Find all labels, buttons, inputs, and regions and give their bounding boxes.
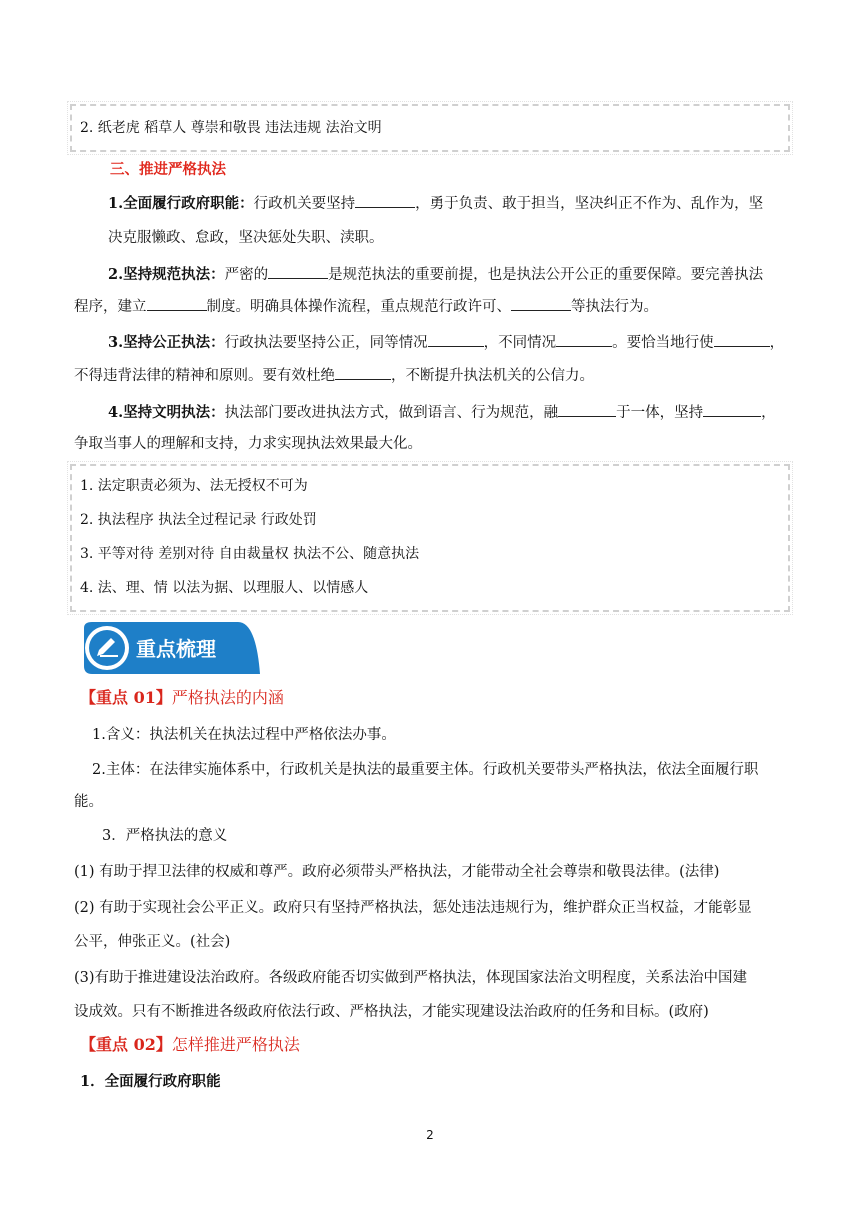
focus-2-line: 1．全面履行政府职能 (80, 1073, 221, 1090)
focus-title: 怎样推进严格执法 (171, 1035, 300, 1054)
answer-line: 1. 法定职责必须为、法无授权不可为 (80, 478, 308, 494)
focus-1-line: 3．严格执法的意义 (102, 828, 228, 844)
paragraph-2-cont (74, 296, 658, 317)
fill-blank[interactable] (511, 296, 571, 311)
focus-1-line: (3)有助于推进建设法治政府。各级政府能否切实做到严格执法，体现国家法治文明程度，关系法治中国建 (74, 970, 748, 986)
fill-blank[interactable] (703, 402, 761, 417)
text: 执法部门要改进执法方式，做到语言、行为规范，融 (224, 405, 559, 421)
paragraph-1-cont: 决克服懒政、怠政，坚决惩处失职、渎职。 (108, 230, 384, 246)
text: 行政执法要坚持公正，同等情况 (224, 335, 428, 351)
focus-1-line: 1.含义：执法机关在执法过程中严格依法办事。 (92, 727, 396, 743)
text: 。要恰当地行使 (612, 335, 714, 351)
fill-blank[interactable] (428, 332, 484, 347)
paragraph-label: 1.全面履行政府职能： (108, 195, 254, 212)
fill-blank[interactable] (558, 402, 616, 417)
fill-blank[interactable] (147, 296, 207, 311)
text: ，勇于负责、敢于担当，坚决纠正不作为、乱作为，坚 (415, 196, 764, 212)
text: 是规范执法的重要前提，也是执法公开公正的重要保障。要完善执法 (328, 267, 764, 283)
focus-1-line: 2.主体：在法律实施体系中，行政机关是执法的最重要主体。行政机关要带头严格执法，依法全面履行职 (92, 762, 759, 778)
section-heading: 三、推进严格执法 (110, 161, 226, 178)
text: 不得违背法律的精神和原则。要有效杜绝 (74, 368, 335, 384)
text: ， (769, 335, 785, 351)
focus-1-line: (1) 有助于捍卫法律的权威和尊严。政府必须带头严格执法，才能带动全社会尊崇和敬畏法律。(法律) (74, 864, 720, 880)
paragraph-3-cont (74, 365, 594, 386)
text: 程序，建立 (74, 299, 147, 315)
banner-text: 重点梳理 (136, 637, 216, 661)
paragraph-4-cont: 争取当事人的理解和支持，力求实现执法效果最大化。 (74, 436, 422, 452)
paragraph-2 (108, 264, 763, 285)
text: ， (761, 405, 776, 421)
fill-blank[interactable] (556, 332, 612, 347)
focus-1-line: 公平，伸张正义。(社会) (74, 934, 231, 950)
section-banner (80, 620, 262, 676)
text: 于一体，坚持 (616, 405, 704, 421)
focus-label: 【重点 02】 (80, 1035, 172, 1054)
paragraph-1 (108, 193, 763, 214)
focus-title: 严格执法的内涵 (171, 688, 284, 707)
paragraph-4 (108, 402, 776, 423)
focus-1-line: 设成效。只有不断推进各级政府依法行政、严格执法，才能实现建设法治政府的任务和目标。(政府) (74, 1004, 709, 1020)
answer-line: 2. 执法程序 执法全过程记录 行政处罚 (80, 512, 317, 528)
focus-2-heading (80, 1035, 300, 1055)
paragraph-label: 3.坚持公正执法： (108, 334, 225, 351)
fill-blank[interactable] (355, 193, 415, 208)
answer-line: 3. 平等对待 差别对待 自由裁量权 执法不公、随意执法 (80, 546, 420, 562)
text: ，不断提升执法机关的公信力。 (391, 368, 594, 384)
focus-1-line: (2) 有助于实现社会公平正义。政府只有坚持严格执法，惩处违法违规行为，维护群众正当权益，才能彰显 (74, 900, 752, 916)
text: 严密的 (224, 267, 269, 283)
fill-blank[interactable] (714, 332, 770, 347)
fill-blank[interactable] (268, 264, 328, 279)
text: 制度。明确具体操作流程，重点规范行政许可、 (206, 299, 511, 315)
page-number: 2 (426, 1128, 434, 1142)
paragraph-label: 4.坚持文明执法： (108, 404, 225, 421)
text: ，不同情况 (483, 335, 557, 351)
paragraph-label: 2.坚持规范执法： (108, 266, 225, 283)
text: 行政机关要坚持 (253, 196, 356, 212)
focus-1-heading (80, 688, 284, 708)
fill-blank[interactable] (335, 365, 391, 380)
focus-label: 【重点 01】 (80, 688, 172, 707)
focus-1-line: 能。 (74, 794, 103, 810)
paragraph-3 (108, 332, 784, 353)
text: 等执法行为。 (571, 299, 658, 315)
answer-line: 4. 法、理、情 以法为据、以理服人、以情感人 (80, 580, 369, 596)
answer-line: 2. 纸老虎 稻草人 尊崇和敬畏 违法违规 法治文明 (80, 120, 382, 136)
